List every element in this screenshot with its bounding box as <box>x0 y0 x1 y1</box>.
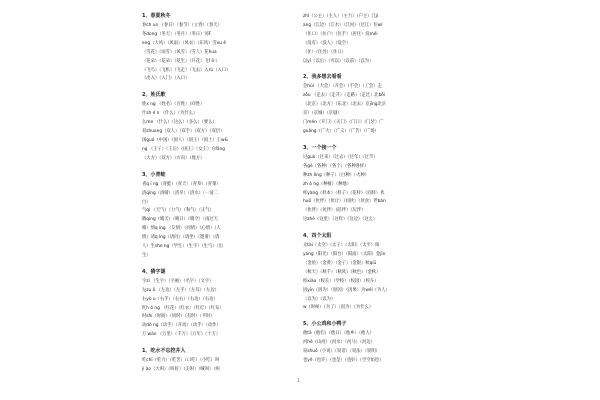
vocab-line: （花朵）（花朵）（花生）（开花）飞f ē i <box>142 58 217 64</box>
vocab-line: ang（江边）（江水）（江河）（过江）住wǐ <box>303 22 383 28</box>
vocab-line: 说shuō（小说）（说话）（说法）（说明） <box>303 349 380 355</box>
left-column <box>142 12 292 382</box>
vocab-line: 生） <box>142 252 151 258</box>
vocab-line: zhǐ（公主）（主人）（主力）（户主）江jì <box>303 14 379 19</box>
lesson-section <box>303 13 453 66</box>
lesson-heading: 2、姓氏歌 <box>142 92 166 99</box>
vocab-line: 这zhè（这里）（这样）（这边）（这么） <box>303 217 378 223</box>
vocab-line: jì ào（大叫）（叫好）（尖叫）（喊叫）（叫 <box>142 367 220 373</box>
vocab-line: （金鱼）（金黄）（金子）（金银）秋qiū <box>303 260 377 266</box>
vocab-line: 万 wàn （万里）（千万）（万年）（十万） <box>142 332 221 338</box>
vocab-line: 青q ī ng（青蛙）（青天）（青草）（青菜） <box>142 181 221 187</box>
vocab-line: （没有）（没人）（没空） <box>303 40 351 46</box>
vocab-line: 白） <box>142 199 151 205</box>
vocab-line: 晴）情q íng （友情）（同情）（心情）（人 <box>142 226 221 232</box>
lesson-heading: 2、我多想去看看 <box>303 74 342 81</box>
lesson-section <box>303 232 453 313</box>
lesson-heading: 3、一个接一个 <box>303 144 337 151</box>
vocab-line: 时shí（时间）（同时）（有时）（平时） <box>142 314 215 320</box>
vocab-line: 么me （什么）（这么）（多么）（要么） <box>142 120 217 126</box>
vocab-line: （飞鸟）（飞机）（飞走）（飞去）入rǔ（入口） <box>142 67 231 73</box>
right-column <box>303 12 453 373</box>
vocab-line: （大方）（双方）（方向）（地方） <box>142 155 205 161</box>
vocab-line: （以为）（以为） <box>303 296 336 302</box>
lesson-heading: 4、四个太阳 <box>303 233 332 240</box>
vocab-line: w（时候）（为了）（因为）（为什么） <box>303 305 374 311</box>
vocab-line: 什sh é n （什么）（为什么） <box>142 111 198 117</box>
vocab-line: guǎng（广大）（广义）（广告）（广场） <box>303 128 379 134</box>
vocab-line: 因yīn（因为）（原因）（因果）为wéi（为人） <box>303 287 390 293</box>
vocab-line: 情）请q ǐng（请问）（请坐）（邀请）（请 <box>142 235 220 241</box>
vocab-line: 京）（京城）（京剧） <box>303 111 342 117</box>
vocab-line: 气qì （天气）（力气）（和气）（正气） <box>142 208 214 214</box>
vocab-line: 动dò ng（动手）（开动）（动手）（动作） <box>142 323 221 329</box>
vocab-line: 也yě（也许）（也是）（也好）（空空如也） <box>303 358 384 364</box>
vocab-line: 他tā（他们）（他日）（他乡）（他人） <box>303 331 374 337</box>
vocab-line: zǒu （走去）（走开）（走路）（走过）北běi <box>303 93 386 99</box>
vocab-line: 河hé（山河）（河水）（河马）（河边） <box>303 340 375 346</box>
vocab-line: 清qīng（清晴）（清早）（清水）（一清二 <box>142 190 218 196</box>
lesson-heading: 3、小青蛙 <box>142 171 166 178</box>
vocab-line: 姓x ng （姓名）（百姓）（同姓） <box>142 102 205 108</box>
lesson-heading: 1、春夏秋冬 <box>142 13 171 19</box>
lesson-section <box>303 320 453 366</box>
vocab-line: （雪花）（雨雪）（风雪）（雪人）花hua <box>142 49 217 55</box>
vocab-line: （秋天）（秋千）（秋风）（秋色）（金秋） <box>303 269 381 275</box>
lesson-heading: 4、猜字谜 <box>142 268 166 275</box>
vocab-line: 红h ó ng （红花）（红衣）（红灯）（红布） <box>142 305 224 311</box>
lesson-section <box>142 12 292 84</box>
vocab-line: 校xiào（校长）（学校）（校园）（校车） <box>303 278 379 284</box>
vocab-line: zh ò ng（种植）（种地） <box>303 181 352 187</box>
vocab-line: （出入）（入门）（入口） <box>142 76 190 82</box>
vocab-line: 以yǐ（以后）（可以）（以前）（以为） <box>303 58 374 64</box>
vocab-line: 春ch un （春日）（春节）（立春）（春天） <box>142 23 222 28</box>
lesson-heading: 1、吃水不忘挖井人 <box>142 348 186 355</box>
vocab-line: （住）（住处）（住口） <box>303 49 346 55</box>
vocab-line: 左zu ǒ （左边）（左手）（左耳）（左边） <box>142 287 219 293</box>
vocab-line: 太tài（太空）（太子）（太阳）（太平）阳 <box>303 243 380 249</box>
vocab-line: （住口）（住户）（住手）（居住）没méi <box>303 31 378 37</box>
vocab-line: 人）生she ng（学生）（生字）（生气）（出 <box>142 244 224 250</box>
vocab-line: 国guó（中国）（国人）（国王）（国土）王w& <box>142 137 228 143</box>
vocab-line: 种zh ǒng（种子）（白种）（火种） <box>303 172 369 178</box>
vocab-line: （伙伴）（伙伴）（陪伴）（玩伴） <box>303 208 366 214</box>
vocab-line: 过guò（过来）（过去）（过年）（过节） <box>303 154 378 160</box>
lesson-section <box>142 347 292 375</box>
vocab-line: 字zì （生字）（字画）（名字）（文字） <box>142 278 214 284</box>
vocab-line: eng（大风）（风雨）（风衣）（东风）雪xu ě <box>142 40 226 46</box>
lesson-section <box>303 144 453 225</box>
vocab-line: 会hùi （大会）（开会）（不会）（工会）走 <box>303 84 382 90</box>
lesson-section <box>142 268 292 340</box>
page-number: 1 <box>297 378 300 383</box>
vocab-line: 样yàng（样本）（样子）（花样）（同样）伙 <box>303 190 385 196</box>
vocab-line: 睛qíng（晴天）（晴日）（晴空）（雨过天 <box>142 217 218 223</box>
vocab-line: ng （王子）（王后）（国王）（女王）方fāng <box>142 146 226 152</box>
lesson-section <box>303 73 453 136</box>
vocab-line: huǒ（伙伴）（伙计）（同伙）（伙食）伴bàn <box>303 199 386 205</box>
vocab-line: 右yò u（右手）（右右）（右边）（右边） <box>142 296 218 302</box>
vocab-line: 冬dong（冬天）（冬月）（冬日）冈F <box>142 31 212 37</box>
vocab-line: 吃chī（吃力）（吃苦）（口吃）（小吃）叫 <box>142 358 220 364</box>
vocab-line: 双shuang（双人）（双手）（双方）（双层） <box>142 129 225 135</box>
vocab-line: （北京）（北方）（东北）（北去）京jīng北京 <box>303 102 387 108</box>
vocab-line: 各gè（各种）（各个）（各种各样） <box>303 163 369 169</box>
lesson-section <box>142 91 292 163</box>
vocab-line: 门mén（开门）（关门）（门口）（门牙）广 <box>303 120 384 126</box>
vocab-line: yáng（阳光）（阳台）（阳面）（太阳）金jīn <box>303 252 386 258</box>
lesson-section <box>142 171 292 261</box>
lesson-heading: 5、小公鸡和小鸭子 <box>303 321 347 328</box>
